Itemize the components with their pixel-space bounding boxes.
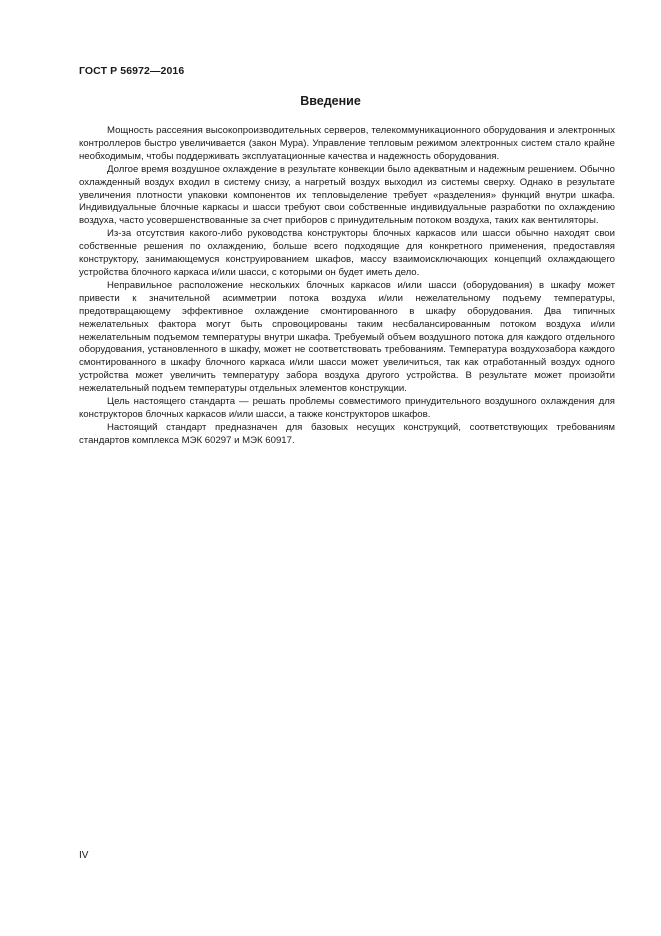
paragraph: Долгое время воздушное охлаждение в результате конвекции было адекватным и надежным решением. Обычно охлажденный воздух входил в систему снизу, а нагретый воздух выходил из системы сверху. Однако в результате увеличения плотности упаковки компонентов их тепловыделение требует «разделения» функций внутри шкафа. Индивидуальные блочные каркасы и шасси требуют свои собственные индивидуальные разработки по охлаждению воздуха, часто усовершенствованные за счет приборов с принудительным потоком воздуха, таких как вентиляторы. — [79, 163, 615, 227]
standard-id: ГОСТ Р 56972—2016 — [79, 65, 185, 77]
paragraph: Из-за отсутствия какого-либо руководства конструкторы блочных каркасов или шасси обычно находят свои собственные решения по охлаждению, больше всего подходящие для конкретного применения, предоставляя конструктору, занимающемуся конструированием шкафов, массу взаимоисключающих концепций охлаждающего устройства блочного каркаса и/или шасси, с которыми он будет иметь дело. — [79, 228, 615, 278]
paragraph: Мощность рассеяния высокопроизводительных серверов, телекоммуникационного оборудования и электронных контроллеров быстро увеличивается (закон Мура). Управление тепловым режимом электронных систем стало крайне необходимым, чтобы поддерживать эксплуатационные качества и надежность оборудования. — [79, 125, 615, 162]
section-title: Введение — [300, 94, 361, 108]
paragraph: Неправильное расположение нескольких блочных каркасов и/или шасси (оборудования) в шкафу может привести к значительной асимметрии потока воздуха и/или нежелательному подъему температуры, предотвращающему эффективное охлаждение смонтированного в шкафу оборудования. Два типичных нежелательных фактора могут быть спровоцированы таким несбалансированным потоком воздуха и/или нежелательным подъемом температуры внутри шкафа. Требуемый объем воздушного потока для каждого отдельного оборудования, установленного в шкафу, может не соответствовать требованиям. Температура воздухозабора каждого смонтированного в шкафу блочного каркаса и/или шасси может увеличиться, так как отработанный воздух одного устройства может увеличить температуру забора воздуха другого устройства. В результате может произойти нежелательный подъем температуры отдельных элементов конструкции. — [79, 279, 615, 395]
paragraph: Настоящий стандарт предназначен для базовых несущих конструкций, соответствующих требованиям стандартов комплекса МЭК 60297 и МЭК 60917. — [79, 421, 615, 446]
page-number: IV — [79, 850, 89, 861]
paragraph: Цель настоящего стандарта — решать проблемы совместимого принудительного воздушного охлаждения для конструкторов блочных каркасов и/или шасси, а также конструкторов шкафов. — [79, 396, 615, 420]
body-text — [79, 125, 615, 448]
